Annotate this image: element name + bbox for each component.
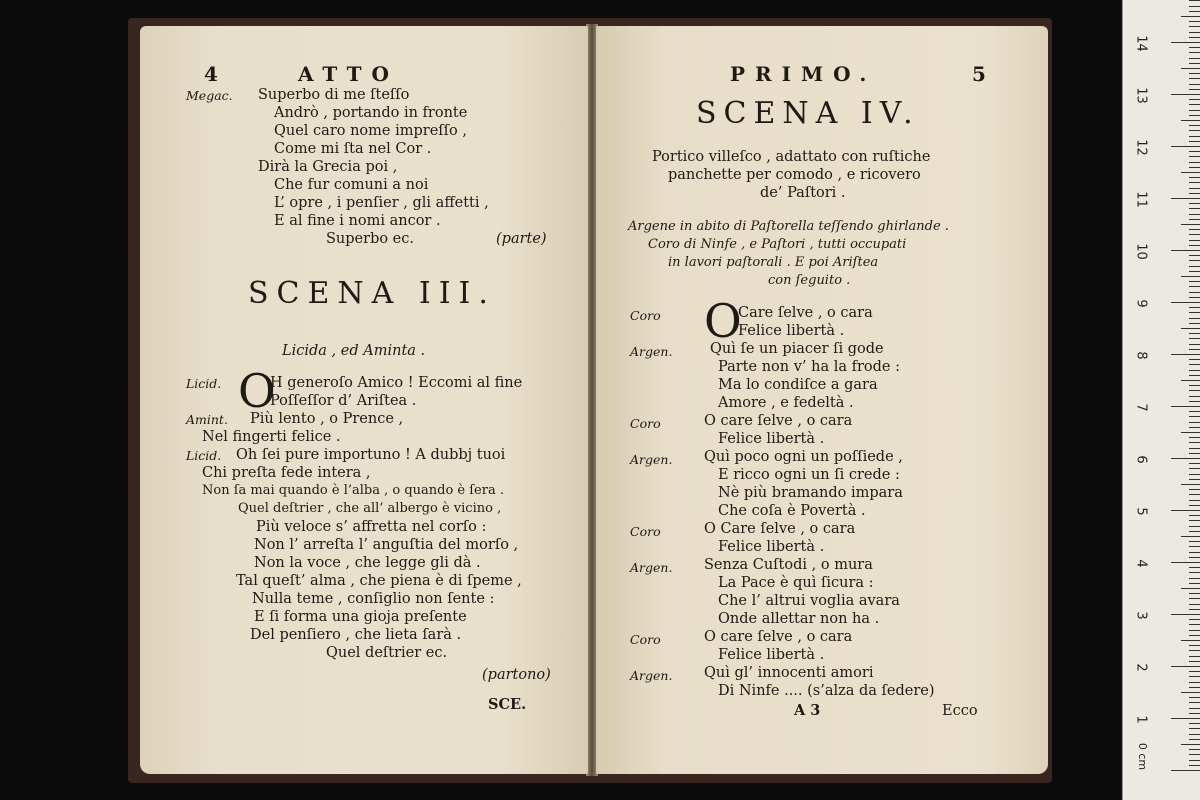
setting-line: de’ Paſtori . — [760, 185, 846, 201]
setting-line: panchette per comodo , e ricovero — [668, 167, 921, 183]
ruler-number: 1 — [1133, 715, 1149, 724]
ruler-tick — [1189, 671, 1200, 672]
ruler-tick — [1189, 500, 1200, 501]
ruler-tick — [1189, 78, 1200, 79]
ruler-tick — [1189, 125, 1200, 126]
ruler-tick — [1189, 463, 1200, 464]
verse-line: Superbo ec. — [326, 231, 414, 247]
ruler-tick — [1189, 723, 1200, 724]
ruler-tick — [1171, 458, 1200, 459]
ruler-tick — [1189, 427, 1200, 428]
exit-note: (parte) — [496, 231, 547, 247]
ruler-tick — [1181, 224, 1200, 225]
ruler-tick — [1189, 349, 1200, 350]
ruler-tick — [1189, 73, 1200, 74]
running-head: PRIMO. — [730, 62, 877, 86]
ruler-tick — [1189, 494, 1200, 495]
verse-line: Non ſa mai quando è l’alba , o quando è ſera . — [202, 483, 504, 498]
ruler-tick — [1189, 749, 1200, 750]
ruler-tick — [1189, 214, 1200, 215]
ruler-tick — [1171, 666, 1200, 667]
ruler-tick — [1189, 364, 1200, 365]
ruler-tick — [1189, 281, 1200, 282]
ruler-tick — [1189, 474, 1200, 475]
page-number: 4 — [204, 62, 218, 86]
ruler-tick — [1181, 432, 1200, 433]
verse-line: Quel caro nome impreſſo , — [274, 123, 467, 139]
ruler-tick — [1189, 708, 1200, 709]
verse-line: Quel deſtrier ec. — [326, 645, 448, 661]
right-page — [596, 26, 1048, 774]
ruler-number: 3 — [1133, 611, 1149, 620]
ruler-tick — [1189, 104, 1200, 105]
ruler-tick — [1181, 588, 1200, 589]
ruler-tick — [1171, 406, 1200, 407]
verse-line: Ma lo condiſce a gara — [718, 377, 878, 393]
ruler-tick — [1189, 702, 1200, 703]
characters-line: Licida , ed Aminta . — [282, 343, 426, 359]
ruler-number: 4 — [1133, 559, 1149, 568]
verse-line: O care ſelve , o cara — [704, 629, 853, 645]
ruler-tick — [1189, 385, 1200, 386]
speaker-label: Argen. — [630, 452, 673, 467]
ruler-number: 13 — [1133, 87, 1149, 104]
speaker-label: Coro — [630, 632, 661, 647]
ruler-number: 11 — [1133, 191, 1149, 208]
verse-line: Andrò , portando in fronte — [274, 105, 468, 121]
ruler-tick — [1189, 630, 1200, 631]
catchword: Ecco — [942, 703, 978, 719]
ruler-tick — [1189, 593, 1200, 594]
ruler-number: 9 — [1133, 299, 1149, 308]
ruler-tick — [1189, 520, 1200, 521]
ruler-tick — [1189, 541, 1200, 542]
ruler-tick — [1189, 635, 1200, 636]
ruler-number: 2 — [1133, 663, 1149, 672]
signature-mark: A 3 — [794, 702, 821, 719]
verse-line: Felice libertà . — [718, 647, 825, 663]
ruler-tick — [1189, 151, 1200, 152]
ruler-tick — [1189, 130, 1200, 131]
ruler-tick — [1189, 713, 1200, 714]
ruler-tick — [1189, 63, 1200, 64]
ruler-tick — [1181, 16, 1200, 17]
verse-line: Più lento , o Prence , — [250, 411, 404, 427]
ruler-number: 8 — [1133, 351, 1149, 360]
verse-line: Che coſa è Povertà . — [718, 503, 866, 519]
ruler-number: 7 — [1133, 403, 1149, 412]
ruler-tick — [1189, 661, 1200, 662]
ruler-tick — [1189, 552, 1200, 553]
ruler-tick — [1189, 572, 1200, 573]
ruler-tick — [1189, 650, 1200, 651]
running-head: ATTO — [298, 62, 399, 86]
ruler-tick — [1189, 271, 1200, 272]
verse-line: E al fine i nomi ancor . — [274, 213, 441, 229]
ruler-tick — [1189, 110, 1200, 111]
ruler-tick — [1189, 136, 1200, 137]
verse-line: Non la voce , che legge gli dà . — [254, 555, 481, 571]
ruler-tick — [1189, 26, 1200, 27]
ruler-number: 10 — [1133, 243, 1149, 260]
ruler-tick — [1189, 453, 1200, 454]
ruler-tick — [1189, 297, 1200, 298]
verse-line: Quel deſtrier , che all’ albergo è vicino , — [238, 501, 502, 516]
ruler-tick — [1189, 323, 1200, 324]
ruler-tick — [1189, 177, 1200, 178]
verse-line: Parte non v’ ha la frode : — [718, 359, 900, 375]
ruler-tick — [1189, 338, 1200, 339]
ruler-tick — [1181, 68, 1200, 69]
ruler-tick — [1189, 193, 1200, 194]
ruler-tick — [1189, 754, 1200, 755]
ruler-tick — [1189, 765, 1200, 766]
ruler-tick — [1181, 744, 1200, 745]
verse-line: Nel fingerti felice . — [202, 429, 341, 445]
speaker-label: Argen. — [630, 344, 673, 359]
ruler-tick — [1189, 307, 1200, 308]
ruler-tick — [1189, 422, 1200, 423]
ruler-tick — [1189, 182, 1200, 183]
ruler-tick — [1189, 286, 1200, 287]
verse-line: Del penſiero , che lieta ſarà . — [250, 627, 462, 643]
ruler-tick — [1181, 276, 1200, 277]
verse-line: Onde allettar non ha . — [718, 611, 880, 627]
ruler-unit-label: 0 cm — [1136, 742, 1150, 771]
ruler-tick — [1189, 219, 1200, 220]
ruler-tick — [1181, 692, 1200, 693]
ruler-tick — [1189, 645, 1200, 646]
ruler-tick — [1189, 32, 1200, 33]
ruler-tick — [1189, 333, 1200, 334]
ruler-tick — [1189, 229, 1200, 230]
verse-line: Non l’ arreſta l’ anguſtia del morſo , — [254, 537, 519, 553]
scene-title: SCENA IV. — [696, 96, 920, 131]
ruler-tick — [1181, 536, 1200, 537]
ruler-tick — [1189, 58, 1200, 59]
scene-title: SCENA III. — [248, 276, 496, 311]
ruler-tick — [1171, 354, 1200, 355]
ruler-tick — [1189, 52, 1200, 53]
ruler-tick — [1189, 84, 1200, 85]
ruler-tick — [1189, 557, 1200, 558]
ruler-tick — [1189, 47, 1200, 48]
verse-line: Che fur comuni a noi — [274, 177, 429, 193]
ruler-tick — [1171, 770, 1200, 771]
verse-line: E ſi forma una gioja preſente — [254, 609, 467, 625]
verse-line: Di Ninfe .... (s’alza da ſedere) — [718, 683, 935, 699]
ruler-tick — [1189, 609, 1200, 610]
ruler-tick — [1189, 115, 1200, 116]
ruler-number: 14 — [1133, 35, 1149, 52]
verse-line: H generoſo Amico ! Eccomi al fine — [270, 375, 523, 391]
ruler-tick — [1189, 619, 1200, 620]
ruler-tick — [1171, 42, 1200, 43]
ruler-tick — [1189, 583, 1200, 584]
verse-line: L’ opre , i penſier , gli affetti , — [274, 195, 489, 211]
ruler-tick — [1189, 11, 1200, 12]
ruler-tick — [1189, 292, 1200, 293]
ruler-tick — [1189, 245, 1200, 246]
stage-direction: Coro di Ninfe , e Paſtori , tutti occupati — [648, 237, 907, 252]
ruler-tick — [1189, 526, 1200, 527]
ruler-tick — [1189, 37, 1200, 38]
ruler-tick — [1189, 162, 1200, 163]
speaker-label: Argen. — [630, 668, 673, 683]
ruler-tick — [1189, 167, 1200, 168]
ruler-tick — [1189, 505, 1200, 506]
verse-line: E ricco ogni un ſi crede : — [718, 467, 900, 483]
ruler-tick — [1189, 240, 1200, 241]
verse-line: Tal queſt’ alma , che piena è di ſpeme , — [236, 573, 522, 589]
verse-line: Nè più bramando impara — [718, 485, 903, 501]
speaker-label: Coro — [630, 524, 661, 539]
ruler-tick — [1189, 255, 1200, 256]
ruler-tick — [1189, 624, 1200, 625]
ruler-tick — [1189, 448, 1200, 449]
drop-cap: O — [704, 294, 742, 348]
ruler-tick — [1189, 370, 1200, 371]
ruler-tick — [1189, 416, 1200, 417]
ruler-tick — [1189, 99, 1200, 100]
stage-direction: Argene in abito di Paſtorella teſſendo ghirlande . — [628, 219, 949, 234]
ruler-tick — [1189, 531, 1200, 532]
ruler-tick — [1171, 94, 1200, 95]
verse-line: Felice libertà . — [738, 323, 845, 339]
ruler-tick — [1189, 567, 1200, 568]
ruler-tick — [1171, 718, 1200, 719]
verse-line: Felice libertà . — [718, 539, 825, 555]
ruler-tick — [1171, 198, 1200, 199]
verse-line: Quì gl’ innocenti amori — [704, 665, 874, 681]
ruler-tick — [1189, 359, 1200, 360]
ruler-tick — [1189, 578, 1200, 579]
verse-line: O care ſelve , o cara — [704, 413, 853, 429]
verse-line: Quì poco ogni un poſſiede , — [704, 449, 903, 465]
ruler-tick — [1189, 489, 1200, 490]
left-page — [140, 26, 588, 774]
ruler-tick — [1189, 0, 1200, 1]
ruler-tick — [1189, 266, 1200, 267]
ruler-tick — [1189, 401, 1200, 402]
ruler-tick — [1189, 390, 1200, 391]
ruler-tick — [1189, 604, 1200, 605]
verse-line: Nulla teme , conſiglio non ſente : — [252, 591, 495, 607]
ruler-tick — [1181, 328, 1200, 329]
speaker-label: Coro — [630, 416, 661, 431]
ruler-tick — [1189, 546, 1200, 547]
ruler-tick — [1181, 172, 1200, 173]
ruler-tick — [1189, 598, 1200, 599]
ruler-tick — [1189, 697, 1200, 698]
ruler-tick — [1189, 234, 1200, 235]
ruler-number: 5 — [1133, 507, 1149, 516]
ruler-tick — [1189, 6, 1200, 7]
ruler-tick — [1189, 760, 1200, 761]
verse-line: Superbo di me ſteſſo — [258, 87, 410, 103]
stage-direction: in lavori paſtorali . E poi Ariſtea — [668, 255, 879, 270]
verse-line: Amore , e fedeltà . — [718, 395, 854, 411]
ruler-tick — [1189, 728, 1200, 729]
ruler-tick — [1189, 156, 1200, 157]
ruler-tick — [1181, 640, 1200, 641]
verse-line: Quì ſe un piacer ſi gode — [710, 341, 884, 357]
measurement-ruler — [1122, 0, 1200, 800]
ruler-tick — [1171, 614, 1200, 615]
verse-line: Chi preſta fede intera , — [202, 465, 371, 481]
verse-line: Che l’ altrui voglia avara — [718, 593, 900, 609]
ruler-tick — [1189, 188, 1200, 189]
verse-line: Senza Cuſtodi , o mura — [704, 557, 873, 573]
ruler-tick — [1189, 734, 1200, 735]
verse-line: Dirà la Grecia poi , — [258, 159, 398, 175]
ruler-tick — [1189, 141, 1200, 142]
verse-line: Poſſeſſor d’ Ariſtea . — [270, 393, 417, 409]
page-number: 5 — [972, 62, 986, 86]
drop-cap: O — [238, 364, 276, 418]
ruler-tick — [1189, 515, 1200, 516]
speaker-label: Megac. — [186, 88, 233, 103]
ruler-number: 12 — [1133, 139, 1149, 156]
ruler-tick — [1189, 21, 1200, 22]
ruler-tick — [1181, 484, 1200, 485]
ruler-tick — [1189, 312, 1200, 313]
ruler-tick — [1189, 344, 1200, 345]
ruler-tick — [1189, 208, 1200, 209]
ruler-tick — [1189, 411, 1200, 412]
verse-line: Care ſelve , o cara — [738, 305, 873, 321]
ruler-tick — [1189, 318, 1200, 319]
ruler-tick — [1189, 739, 1200, 740]
verse-line: Oh ſei pure importuno ! A dubbj tuoi — [236, 447, 506, 463]
ruler-tick — [1189, 442, 1200, 443]
ruler-tick — [1171, 146, 1200, 147]
catchword: SCE. — [488, 696, 527, 713]
speaker-label: Coro — [630, 308, 661, 323]
ruler-tick — [1189, 203, 1200, 204]
ruler-tick — [1189, 260, 1200, 261]
ruler-tick — [1189, 89, 1200, 90]
ruler-tick — [1189, 375, 1200, 376]
verse-line: Come mi ſta nel Cor . — [274, 141, 432, 157]
speaker-label: Argen. — [630, 560, 673, 575]
ruler-tick — [1181, 380, 1200, 381]
ruler-tick — [1189, 656, 1200, 657]
ruler-tick — [1189, 468, 1200, 469]
verse-line: La Pace è quì ſicura : — [718, 575, 874, 591]
exit-note: (partono) — [482, 667, 551, 683]
ruler-tick — [1189, 687, 1200, 688]
ruler-number: 6 — [1133, 455, 1149, 464]
setting-line: Portico villeſco , adattato con ruſtiche — [652, 149, 931, 165]
ruler-tick — [1171, 562, 1200, 563]
speaker-label: Licid. — [186, 448, 222, 463]
ruler-tick — [1171, 250, 1200, 251]
ruler-tick — [1189, 437, 1200, 438]
verse-line: Felice libertà . — [718, 431, 825, 447]
ruler-tick — [1189, 682, 1200, 683]
ruler-tick — [1171, 302, 1200, 303]
speaker-label: Amint. — [186, 412, 228, 427]
stage-direction: con ſeguito . — [768, 273, 851, 288]
speaker-label: Licid. — [186, 376, 222, 391]
ruler-tick — [1181, 120, 1200, 121]
verse-line: O Care ſelve , o cara — [704, 521, 856, 537]
ruler-tick — [1189, 479, 1200, 480]
ruler-tick — [1189, 676, 1200, 677]
ruler-tick — [1189, 396, 1200, 397]
ruler-tick — [1171, 510, 1200, 511]
verse-line: Più veloce s’ affretta nel corſo : — [256, 519, 487, 535]
